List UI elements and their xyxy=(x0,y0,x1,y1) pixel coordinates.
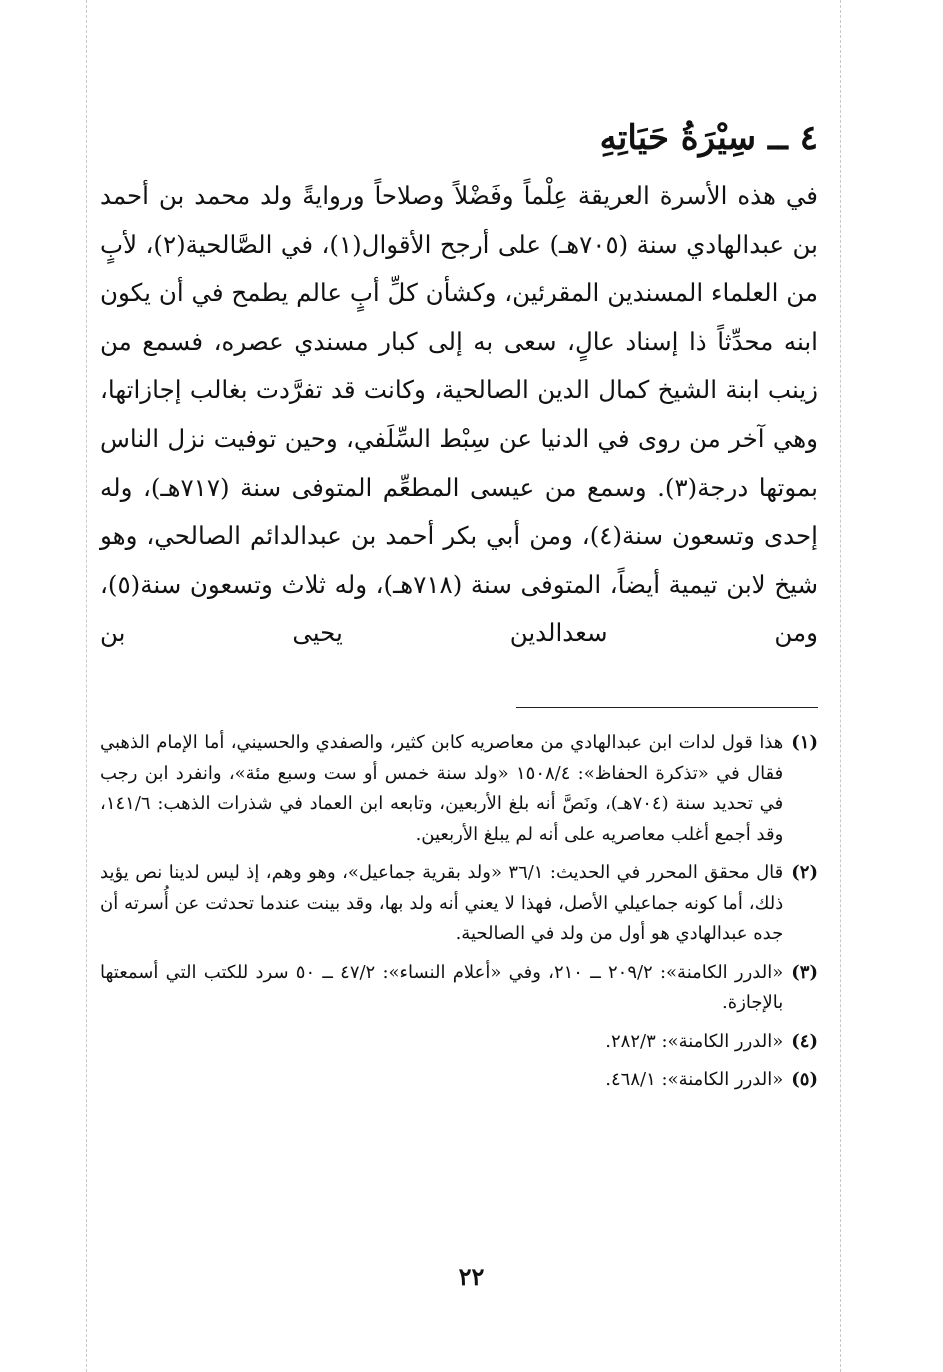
section-heading: ٤ ــ سِيْرَةُ حَيَاتِهِ xyxy=(599,118,818,158)
footnote-text: «الدرر الكامنة»: ٤٦٨/١. xyxy=(605,1069,784,1090)
footnote-text: «الدرر الكامنة»: ٢٨٢/٣. xyxy=(605,1030,784,1052)
footnote-separator xyxy=(516,707,818,708)
footnote-number: (٤) xyxy=(791,1030,818,1052)
footnotes xyxy=(100,728,818,1104)
footnote-2 xyxy=(100,858,818,950)
footnote-number: (٣) xyxy=(791,961,818,983)
footnote-3 xyxy=(100,958,818,1019)
footnote-text: قال محقق المحرر في الحديث: ٣٦/١ «ولد بقرية جماعيل»، وهو وهم، إذ ليس لدينا نص يؤيد ذلك، أما كونه جماعيلي الأصل، فهذا لا يعني أنه ولد بها، وقد بينت عندما تحدثت عن أُسرته أن جده عبدالهادي هو أول من ولد في الصالحية. xyxy=(100,862,784,944)
footnote-5 xyxy=(100,1065,818,1096)
footnote-4 xyxy=(100,1027,818,1058)
body-paragraph: في هذه الأسرة العريقة عِلْماً وفَضْلاً وصلاحاً وروايةً ولد محمد بن أحمد بن عبدالهادي سنة (٧٠٥هـ) على أرجح الأقوال(١)، في الصَّالحية(٢)، لأبٍ من العلماء المسندين المقرئين، وكشأن كلِّ أبٍ عالم يطمح في أن يكون ابنه محدِّثاً ذا إسناد عالٍ، سعى به إلى كبار مسندي عصره، فسمع من زينب ابنة الشيخ كمال الدين الصالحية، وكانت قد تفرَّدت بغالب إجازاتها، وهي آخر من روى في الدنيا عن سِبْط السِّلَفي، وحين توفيت نزل الناس بموتها درجة(٣). وسمع من عيسى المطعِّم المتوفى سنة (٧١٧هـ)، وله إحدى وتسعون سنة(٤)، ومن أبي بكر أحمد بن عبدالدائم الصالحي، وهو شيخ لابن تيمية أيضاً، المتوفى سنة (٧١٨هـ)، وله ثلاث وتسعون سنة(٥)، ومن سعدالدين يحيى بن xyxy=(100,181,818,648)
footnote-1 xyxy=(100,728,818,850)
footnote-text: «الدرر الكامنة»: ٢٠٩/٢ ــ ٢١٠، وفي «أعلام النساء»: ٤٧/٢ ــ ٥٠ سرد للكتب التي أسمعتها بالإجازة. xyxy=(100,961,784,1013)
main-content xyxy=(100,108,818,658)
page-number: ٢٢ xyxy=(458,1262,485,1291)
footnote-number: (٥) xyxy=(791,1069,818,1090)
margin-guide-right xyxy=(840,0,841,1372)
footnote-number: (٢) xyxy=(791,862,818,883)
footnote-number: (١) xyxy=(791,732,818,753)
margin-guide-left xyxy=(86,0,87,1372)
footnote-text: هذا قول لدات ابن عبدالهادي من معاصريه كابن كثير، والصفدي والحسيني، أما الإمام الذهبي فقال في «تذكرة الحفاظ»: ١٥٠٨/٤ «ولد سنة خمس أو ست وسبع مئة»، وانفرد ابن رجب في تحديد سنة (٧٠٤هـ)، ونَصَّ أنه بلغ الأربعين، وتابعه ابن العماد في شذرات الذهب: ١٤١/٦، وقد أجمع أغلب معاصريه على أنه لم يبلغ الأربعين. xyxy=(100,732,784,845)
